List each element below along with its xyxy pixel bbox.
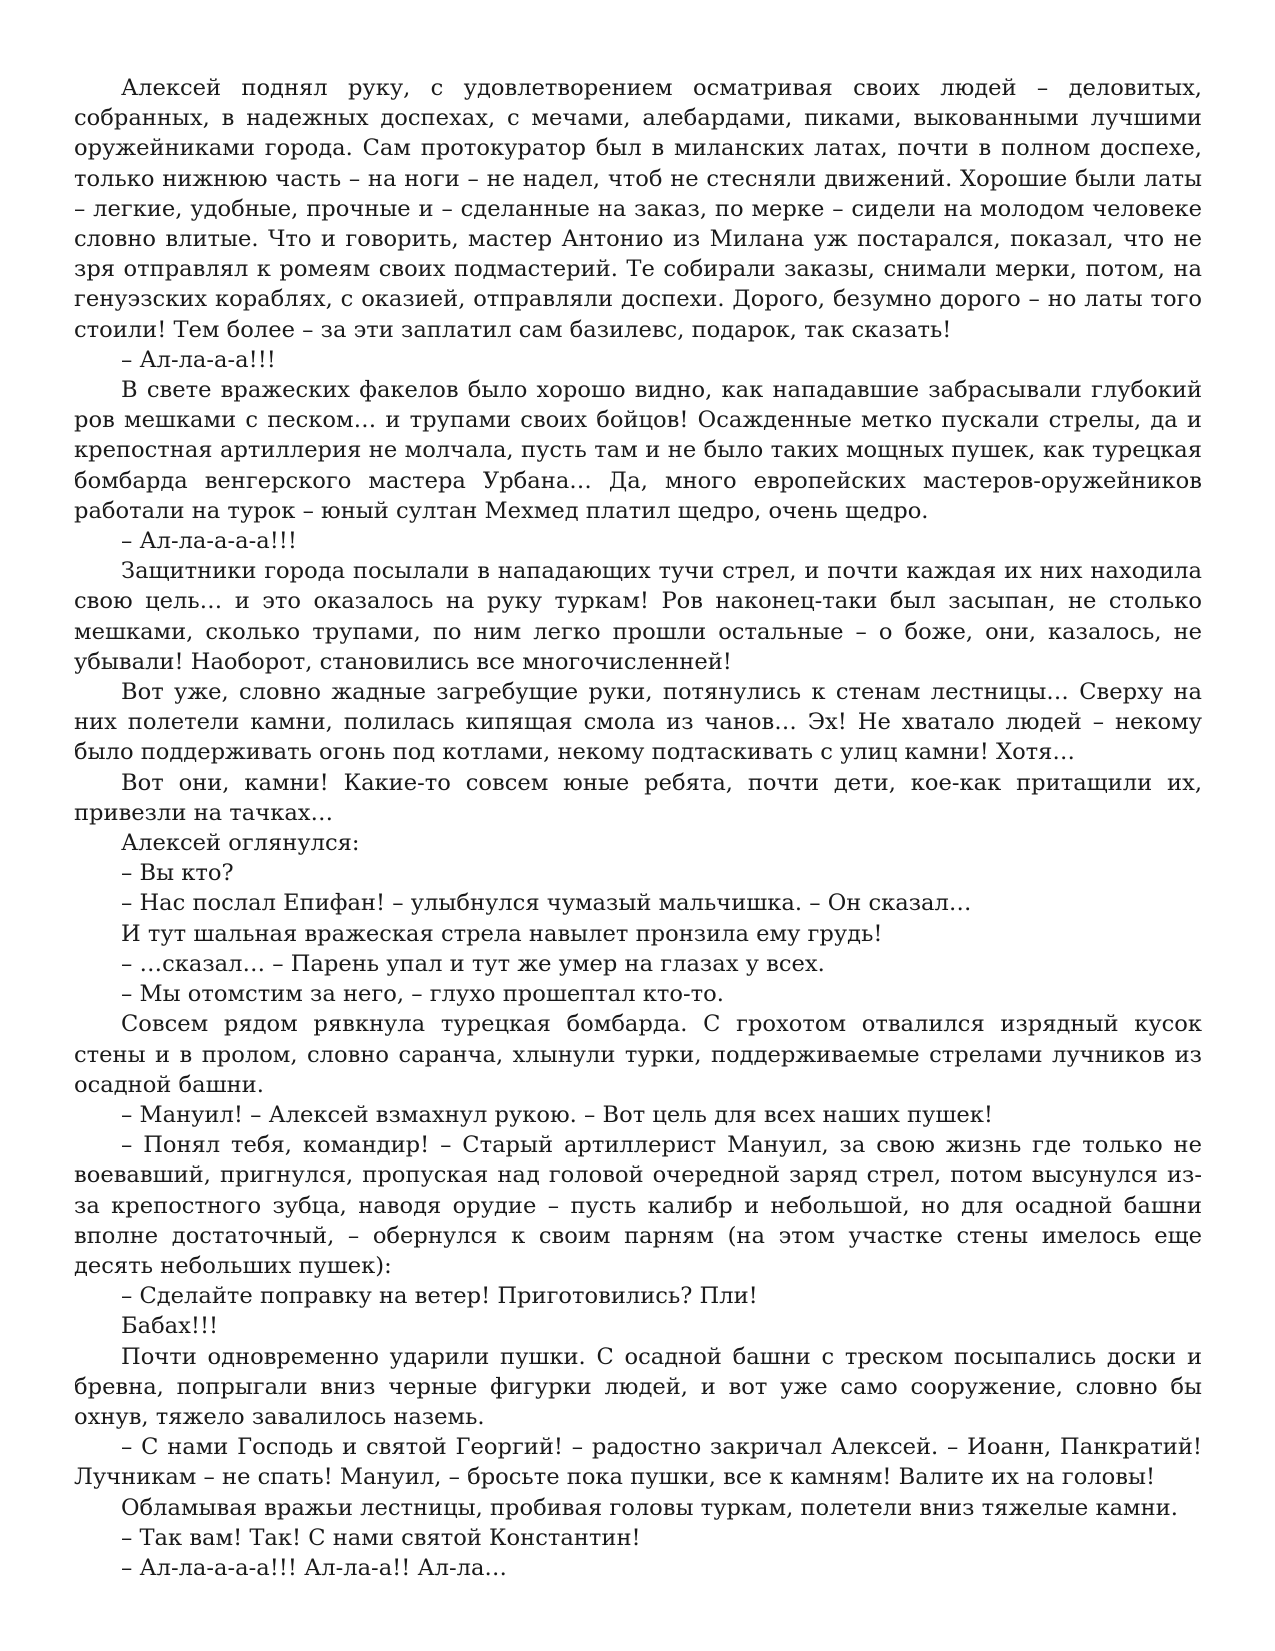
paragraph: – С нами Господь и святой Георгий! – радостно закричал Алексей. – Иоанн, Панкратий! Лучникам – не спать! Мануил, – бросьте пока пушки, все к камням! Валите их на головы! xyxy=(74,1434,1202,1491)
paragraph: Защитники города посылали в нападающих тучи стрел, и почти каждая их них находила свою цель… и это оказалось на руку туркам! Ров наконец-таки был засыпан, не столько мешками, сколько трупами, по ним легко прошли остальные – о боже, они, казалось, не убывали! Наоборот, становились все многочисленней! xyxy=(74,558,1202,675)
paragraph: – Вы кто? xyxy=(121,860,234,887)
paragraph: – Ал-ла-а-а-а!!! xyxy=(121,528,297,555)
paragraph: – Понял тебя, командир! – Старый артиллерист Мануил, за свою жизнь где только не воевавший, пригнулся, пропуская над головой очередной заряд стрел, потом высунулся из-за крепостного зубца, наводя орудие – пусть калибр и небольшой, но для осадной башни вполне достаточный, – обернулся к своим парням (на этом участке стены имелось еще десять небольших пушек): xyxy=(74,1132,1202,1279)
paragraph: – Мануил! – Алексей взмахнул рукою. – Вот цель для всех наших пушек! xyxy=(121,1101,993,1128)
paragraph: – Так вам! Так! С нами святой Константин! xyxy=(121,1524,641,1551)
paragraph: Бабах!!! xyxy=(121,1313,219,1340)
paragraph: – Ал-ла-а-а!!! xyxy=(121,346,276,373)
paragraph: Алексей поднял руку, с удовлетворением осматривая своих людей – деловитых, собранных, в надежных доспехах, с мечами, алебардами, пиками, выкованными лучшими оружейниками города. Сам протокуратор был в миланских латах, почти в полном доспехе, только нижнюю часть – на ноги – не надел, чтоб не стесняли движений. Хорошие были латы – легкие, удобные, прочные и – сделанные на заказ, по мерке – сидели на молодом человеке словно влитые. Что и говорить, мастер Антонио из Милана уж постарался, показал, что не зря отправлял к ромеям своих подмастерий. Те собирали заказы, снимали мерки, потом, на генуэзских кораблях, с оказией, отправляли доспехи. Дорого, безумно дорого – но латы того стоили! Тем более – за эти заплатил сам базилевс, подарок, так сказать! xyxy=(74,75,1202,343)
paragraph: В свете вражеских факелов было хорошо видно, как нападавшие забрасывали глубокий ров мешками с песком… и трупами своих бойцов! Осажденные метко пускали стрелы, да и крепостная артиллерия не молчала, пусть там и не было таких мощных пушек, как турецкая бомбарда венгерского мастера Урбана… Да, много европейских мастеров-оружейников работали на турок – юный султан Мехмед платил щедро, очень щедро. xyxy=(74,377,1202,524)
paragraph: Вот они, камни! Какие-то совсем юные ребята, почти дети, кое-как притащили их, привезли на тачках… xyxy=(74,769,1202,826)
paragraph: – Мы отомстим за него, – глухо прошептал кто-то. xyxy=(121,981,724,1008)
paragraph: Обламывая вражьи лестницы, пробивая головы туркам, полетели вниз тяжелые камни. xyxy=(121,1494,1178,1521)
paragraph: – Нас послал Епифан! – улыбнулся чумазый мальчишка. – Он сказал… xyxy=(121,890,972,917)
paragraph: Почти одновременно ударили пушки. С осадной башни с треском посыпались доски и бревна, попрыгали вниз черные фигурки людей, и вот уже само сооружение, словно бы охнув, тяжело завалилось наземь. xyxy=(74,1343,1202,1430)
document-page xyxy=(74,73,1202,1583)
paragraph: Вот уже, словно жадные загребущие руки, потянулись к стенам лестницы… Сверху на них полетели камни, полилась кипящая смола из чанов… Эх! Не хватало людей – некому было поддерживать огонь под котлами, некому подтаскивать с улиц камни! Хотя… xyxy=(74,679,1202,766)
paragraph: Алексей оглянулся: xyxy=(121,830,360,857)
paragraph: Совсем рядом рявкнула турецкая бомбарда. С грохотом отвалился изрядный кусок стены и в пролом, словно саранча, хлынули турки, поддерживаемые стрелами лучников из осадной башни. xyxy=(74,1011,1202,1098)
paragraph: – Ал-ла-а-а-а!!! Ал-ла-а!! Ал-ла… xyxy=(121,1554,508,1581)
paragraph: – …сказал… – Парень упал и тут же умер на глазах у всех. xyxy=(121,950,825,977)
paragraph: И тут шальная вражеская стрела навылет пронзила ему грудь! xyxy=(121,920,883,947)
paragraph: – Сделайте поправку на ветер! Приготовились? Пли! xyxy=(121,1283,758,1310)
